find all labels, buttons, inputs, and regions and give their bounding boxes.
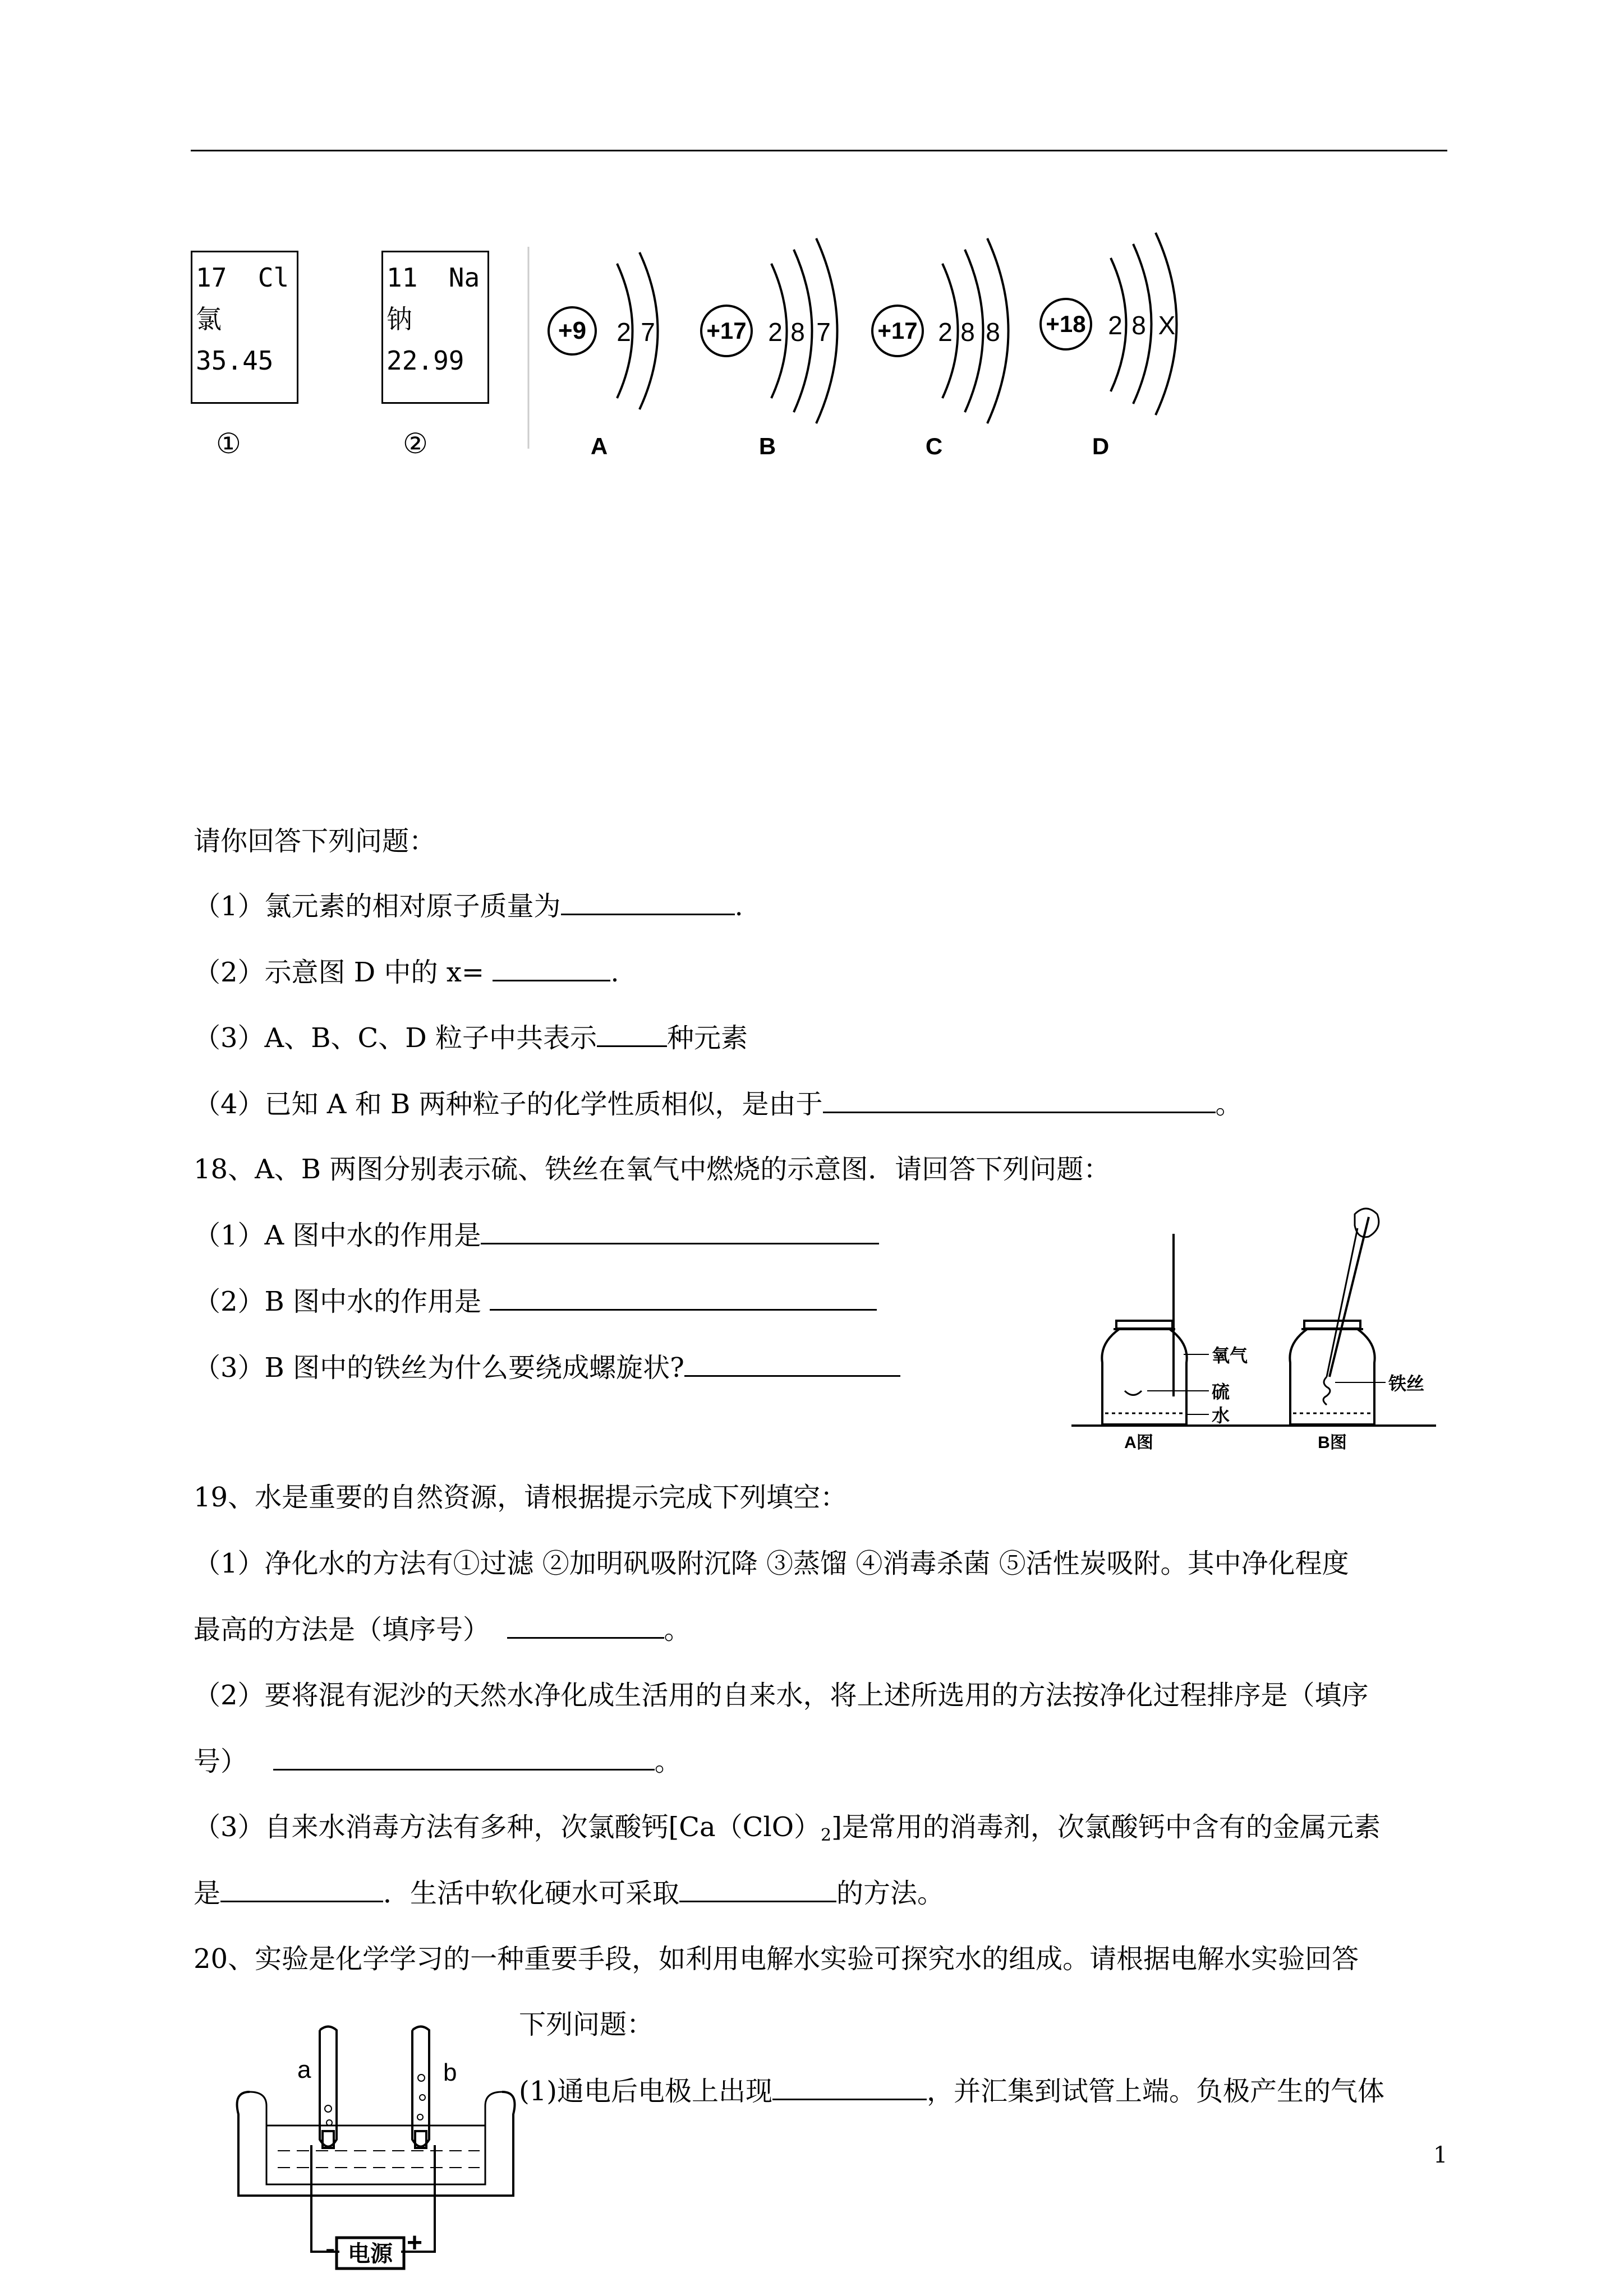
atomic-number: 17 xyxy=(196,262,227,293)
q17-part3 xyxy=(194,1021,748,1055)
q17-part2 xyxy=(194,955,619,989)
q17-blank-4[interactable] xyxy=(823,1087,1216,1113)
q17-part4 xyxy=(194,1087,1243,1121)
tube-label-b: b xyxy=(443,2059,457,2086)
q19-part3b-text: 是 xyxy=(194,1878,221,1909)
q19-part2b-end: 。 xyxy=(654,1746,682,1777)
q19-part3b-end: 的方法。 xyxy=(836,1878,945,1909)
q18-part1 xyxy=(194,1218,879,1252)
plus-sign: + xyxy=(407,2228,423,2258)
q20-blank-1[interactable] xyxy=(772,2074,927,2100)
q17-part1 xyxy=(194,889,743,923)
q20-part1-end: ，并汇集到试管上端。负极产生的气体 xyxy=(927,2076,1385,2107)
atom-b-label: B xyxy=(758,433,776,459)
header-rule xyxy=(191,150,1447,151)
page-number: 1 xyxy=(1433,2142,1448,2168)
q20-part1 xyxy=(519,2074,1384,2108)
atom-d-shell-3: X xyxy=(1158,311,1176,340)
element-symbol: Na xyxy=(448,262,480,293)
q18-part1-text: （1）A 图中水的作用是 xyxy=(194,1220,481,1251)
q19-part3a xyxy=(194,1810,1381,1852)
atom-d-shell-1: 2 xyxy=(1108,311,1122,340)
atom-d-label: D xyxy=(1092,433,1110,459)
atom-b-shell-1: 2 xyxy=(768,317,783,347)
q17-part2-end: . xyxy=(610,957,619,988)
atom-c-nucleus: +17 xyxy=(877,317,918,344)
element-name: 钠 xyxy=(387,304,412,334)
q19-part3b-mid: ．生活中软化硬水可采取 xyxy=(383,1878,680,1909)
q19-part2b-text: 号） xyxy=(194,1746,248,1777)
marker-1: ① xyxy=(216,427,241,460)
q19-blank-3[interactable] xyxy=(220,1876,383,1902)
atom-b-shell-2: 8 xyxy=(790,317,805,347)
marker-2: ② xyxy=(403,427,428,460)
atom-a-nucleus: +9 xyxy=(558,317,587,344)
fig-label-oxygen: 氧气 xyxy=(1212,1345,1248,1366)
atom-d-shell-2: 8 xyxy=(1131,311,1146,340)
q17-part4-end: 。 xyxy=(1215,1089,1243,1120)
q19-part1a: （1）净化水的方法有①过滤 ②加明矾吸附沉降 ③蒸馏 ④消毒杀菌 ⑤活性炭吸附。其中净化程度 xyxy=(194,1548,1349,1579)
q19-part3a-text: （3）自来水消毒方法有多种，次氯酸钙[Ca（ClO） xyxy=(194,1811,821,1843)
q19-part1b-end: 。 xyxy=(664,1614,691,1645)
element-card-cl xyxy=(191,251,298,404)
q18-part2-text: （2）B 图中水的作用是 xyxy=(194,1286,482,1317)
q19-blank-1[interactable] xyxy=(507,1612,664,1639)
atom-a-label: A xyxy=(590,433,608,459)
q20-title: 20、实验是化学学习的一种重要手段，如利用电解水实验可探究水的组成。请根据电解水实验回答 xyxy=(194,1943,1359,1975)
q18-title: 18、A、B 两图分别表示硫、铁丝在氧气中燃烧的示意图．请回答下列问题： xyxy=(194,1154,1111,1185)
q18-blank-1[interactable] xyxy=(481,1218,879,1244)
q19-part1b xyxy=(194,1612,691,1647)
q20-part0: 下列问题： xyxy=(519,2009,654,2040)
q18-blank-2[interactable] xyxy=(490,1284,877,1311)
q17-blank-3[interactable] xyxy=(597,1021,667,1047)
atom-c-label: C xyxy=(925,433,943,459)
fig-label-water: 水 xyxy=(1212,1405,1230,1426)
q19-blank-4[interactable] xyxy=(679,1876,836,1902)
q17-intro: 请你回答下列问题： xyxy=(194,826,436,857)
q18-part3-text: （3）B 图中的铁丝为什么要绕成螺旋状? xyxy=(194,1352,684,1384)
q19-part2b xyxy=(194,1744,682,1778)
atomic-mass: 22.99 xyxy=(387,345,464,376)
q20-part1-text: (1)通电后电极上出现 xyxy=(519,2076,772,2107)
q17-part2-text: （2）示意图 D 中的 x= xyxy=(194,957,485,988)
q18-part3 xyxy=(194,1350,900,1385)
combustion-figure xyxy=(1071,1206,1442,1458)
atomic-number: 11 xyxy=(387,262,418,293)
element-symbol: Cl xyxy=(257,262,289,293)
q19-part1b-text: 最高的方法是（填序号） xyxy=(194,1614,490,1645)
q17-part4-text: （4）已知 A 和 B 两种粒子的化学性质相似，是由于 xyxy=(194,1089,823,1120)
atom-c-shell-3: 8 xyxy=(986,317,1000,347)
fig-label-b: B图 xyxy=(1318,1433,1347,1452)
fig-label-iron: 铁丝 xyxy=(1388,1373,1425,1394)
tube-label-a: a xyxy=(297,2056,311,2083)
q19-part3b xyxy=(194,1876,944,1910)
q19-part3a-post: ]是常用的消毒剂，次氯酸钙中含有的金属元素 xyxy=(831,1811,1381,1843)
element-name: 氯 xyxy=(196,304,222,334)
electrolysis-figure xyxy=(233,2016,525,2296)
q19-title: 19、水是重要的自然资源，请根据提示完成下列填空： xyxy=(194,1482,848,1513)
atom-c-shell-2: 8 xyxy=(960,317,975,347)
q17-part3-end: 种元素 xyxy=(666,1022,748,1054)
minus-sign: - xyxy=(325,2233,335,2265)
atom-structure-diagrams xyxy=(527,224,1200,460)
atom-c-shell-1: 2 xyxy=(938,317,953,347)
q19-part2a: （2）要将混有泥沙的天然水净化成生活用的自来水，将上述所选用的方法按净化过程排序是（填序 xyxy=(194,1680,1369,1711)
atom-a-shell-1: 2 xyxy=(617,317,631,347)
q17-part1-text: （1）氯元素的相对原子质量为 xyxy=(194,891,561,922)
q18-blank-3[interactable] xyxy=(684,1350,900,1377)
atomic-mass: 35.45 xyxy=(196,345,274,376)
fig-label-sulfur: 硫 xyxy=(1212,1382,1230,1402)
atom-b-shell-3: 7 xyxy=(816,317,831,347)
q17-blank-1[interactable] xyxy=(561,889,735,915)
q17-blank-2[interactable] xyxy=(493,955,610,981)
power-source-label: 电源 xyxy=(348,2242,393,2266)
atom-d-nucleus: +18 xyxy=(1046,311,1086,337)
q17-part3-text: （3）A、B、C、D 粒子中共表示 xyxy=(194,1022,597,1054)
q19-subscript: 2 xyxy=(821,1825,832,1845)
fig-label-a: A图 xyxy=(1124,1433,1153,1452)
jar-a xyxy=(1102,1234,1186,1424)
q19-blank-2[interactable] xyxy=(273,1744,655,1771)
jar-b xyxy=(1290,1209,1378,1424)
atom-a-shell-2: 7 xyxy=(641,317,655,347)
q17-part1-end: . xyxy=(734,891,743,922)
q18-part2 xyxy=(194,1284,877,1318)
atom-b-nucleus: +17 xyxy=(706,317,747,344)
element-card-na xyxy=(381,251,489,404)
